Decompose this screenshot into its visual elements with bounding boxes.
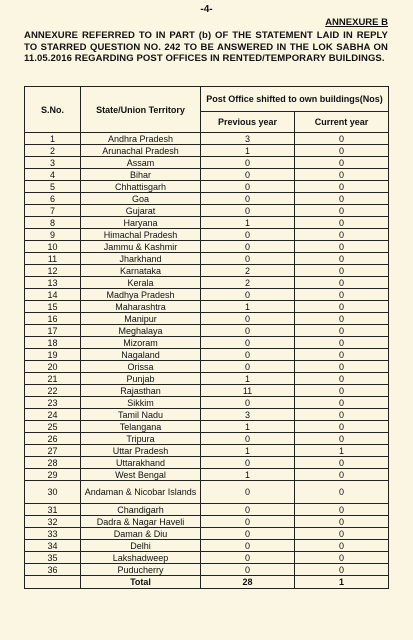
current-year-cell: 0 [295,457,389,469]
current-year-cell: 0 [295,133,389,145]
header-sno: S.No. [25,87,81,133]
current-year-cell: 0 [295,229,389,241]
previous-year-cell: 0 [201,433,295,445]
state-cell: Chandigarh [81,504,201,516]
current-year-cell: 0 [295,217,389,229]
table-row [25,528,389,540]
current-year-cell: 0 [295,528,389,540]
sno-cell: 23 [25,397,81,409]
state-cell: Delhi [81,540,201,552]
sno-cell: 22 [25,385,81,397]
table-row [25,133,389,145]
table-row [25,229,389,241]
total-current-year: 1 [295,576,389,589]
previous-year-cell: 0 [201,313,295,325]
current-year-cell: 0 [295,205,389,217]
current-year-cell: 0 [295,193,389,205]
sno-cell: 7 [25,205,81,217]
current-year-cell: 0 [295,397,389,409]
sno-cell: 20 [25,361,81,373]
current-year-cell: 0 [295,516,389,528]
sno-cell: 8 [25,217,81,229]
document-heading: ANNEXURE REFERRED TO IN PART (b) OF THE STATEMENT LAID IN REPLY TO STARRED QUESTION NO. 242 TO BE ANSWERED IN THE LOK SABHA ON 11.05.2016 REGARDING POST OFFICES IN RENTED/TEMPORARY BUILDINGS. [24,30,388,65]
current-year-cell: 0 [295,241,389,253]
previous-year-cell: 0 [201,253,295,265]
state-cell: Orissa [81,361,201,373]
previous-year-cell: 0 [201,457,295,469]
table-row [25,169,389,181]
state-cell: Nagaland [81,349,201,361]
current-year-cell: 0 [295,265,389,277]
state-cell: Bihar [81,169,201,181]
previous-year-cell: 0 [201,229,295,241]
current-year-cell: 0 [295,325,389,337]
previous-year-cell: 1 [201,445,295,457]
state-cell: Uttarakhand [81,457,201,469]
state-cell: Jammu & Kashmir [81,241,201,253]
table-row [25,433,389,445]
header-group: Post Office shifted to own buildings(Nos) [201,87,389,112]
previous-year-cell: 0 [201,289,295,301]
previous-year-cell: 0 [201,169,295,181]
previous-year-cell: 1 [201,145,295,157]
table-row [25,385,389,397]
previous-year-cell: 0 [201,337,295,349]
current-year-cell: 0 [295,277,389,289]
previous-year-cell: 0 [201,540,295,552]
state-cell: Madhya Pradesh [81,289,201,301]
state-cell: Tamil Nadu [81,409,201,421]
previous-year-cell: 2 [201,265,295,277]
current-year-cell: 1 [295,445,389,457]
state-cell: West Bengal [81,469,201,481]
table-row [25,277,389,289]
current-year-cell: 0 [295,481,389,504]
table-row [25,457,389,469]
sno-cell: 11 [25,253,81,265]
current-year-cell: 0 [295,469,389,481]
sno-cell: 16 [25,313,81,325]
table-row [25,349,389,361]
state-cell: Punjab [81,373,201,385]
state-cell: Andhra Pradesh [81,133,201,145]
table-row [25,397,389,409]
current-year-cell: 0 [295,301,389,313]
previous-year-cell: 0 [201,504,295,516]
table-row [25,516,389,528]
previous-year-cell: 0 [201,397,295,409]
state-cell: Manipur [81,313,201,325]
state-cell: Chhattisgarh [81,181,201,193]
state-cell: Kerala [81,277,201,289]
current-year-cell: 0 [295,504,389,516]
state-cell: Jharkhand [81,253,201,265]
current-year-cell: 0 [295,409,389,421]
table-row [25,540,389,552]
previous-year-cell: 0 [201,481,295,504]
state-cell: Tripura [81,433,201,445]
current-year-cell: 0 [295,313,389,325]
table-row [25,564,389,576]
current-year-cell: 0 [295,253,389,265]
sno-cell: 36 [25,564,81,576]
current-year-cell: 0 [295,145,389,157]
table-row [25,361,389,373]
table-row [25,145,389,157]
state-cell: Gujarat [81,205,201,217]
current-year-cell: 0 [295,361,389,373]
current-year-cell: 0 [295,552,389,564]
table-row [25,301,389,313]
table-row [25,181,389,193]
state-cell: Maharashtra [81,301,201,313]
state-cell: Puducherry [81,564,201,576]
current-year-cell: 0 [295,540,389,552]
previous-year-cell: 1 [201,217,295,229]
state-cell: Himachal Pradesh [81,229,201,241]
total-label: Total [81,576,201,589]
current-year-cell: 0 [295,349,389,361]
table-row [25,469,389,481]
previous-year-cell: 1 [201,469,295,481]
previous-year-cell: 0 [201,241,295,253]
header-state: State/Union Territory [81,87,201,133]
sno-cell: 1 [25,133,81,145]
table-row [25,445,389,457]
sno-cell: 31 [25,504,81,516]
state-cell: Meghalaya [81,325,201,337]
table-row [25,373,389,385]
previous-year-cell: 3 [201,133,295,145]
sno-cell: 35 [25,552,81,564]
page-number: -4- [200,4,213,15]
previous-year-cell: 0 [201,564,295,576]
state-cell: Mizoram [81,337,201,349]
current-year-cell: 0 [295,385,389,397]
total-previous-year: 28 [201,576,295,589]
sno-cell: 14 [25,289,81,301]
previous-year-cell: 0 [201,193,295,205]
sno-cell: 32 [25,516,81,528]
previous-year-cell: 0 [201,205,295,217]
sno-cell: 13 [25,277,81,289]
previous-year-cell: 3 [201,409,295,421]
state-cell: Sikkim [81,397,201,409]
table-row [25,157,389,169]
sno-cell: 33 [25,528,81,540]
previous-year-cell: 0 [201,552,295,564]
sno-cell: 27 [25,445,81,457]
previous-year-cell: 1 [201,301,295,313]
table-row [25,289,389,301]
table-body [25,133,389,576]
sno-cell: 5 [25,181,81,193]
previous-year-cell: 0 [201,325,295,337]
current-year-cell: 0 [295,433,389,445]
previous-year-cell: 2 [201,277,295,289]
sno-cell: 6 [25,193,81,205]
previous-year-cell: 11 [201,385,295,397]
sno-cell: 3 [25,157,81,169]
table-row [25,337,389,349]
sno-cell: 19 [25,349,81,361]
current-year-cell: 0 [295,181,389,193]
previous-year-cell: 1 [201,421,295,433]
total-sno-cell [25,576,81,589]
table-row [25,241,389,253]
sno-cell: 4 [25,169,81,181]
state-cell: Dadra & Nagar Haveli [81,516,201,528]
sno-cell: 25 [25,421,81,433]
state-cell: Uttar Pradesh [81,445,201,457]
table-row [25,481,389,504]
sno-cell: 18 [25,337,81,349]
previous-year-cell: 0 [201,181,295,193]
table-row [25,325,389,337]
state-cell: Lakshadweep [81,552,201,564]
table-row [25,265,389,277]
state-cell: Assam [81,157,201,169]
table-row [25,193,389,205]
previous-year-cell: 0 [201,528,295,540]
table-row [25,421,389,433]
current-year-cell: 0 [295,157,389,169]
previous-year-cell: 0 [201,157,295,169]
table-row [25,217,389,229]
table-row [25,409,389,421]
current-year-cell: 0 [295,421,389,433]
state-cell: Telangana [81,421,201,433]
sno-cell: 21 [25,373,81,385]
table-row [25,504,389,516]
current-year-cell: 0 [295,169,389,181]
sno-cell: 28 [25,457,81,469]
post-office-table [24,86,389,589]
previous-year-cell: 0 [201,361,295,373]
state-cell: Rajasthan [81,385,201,397]
previous-year-cell: 0 [201,516,295,528]
sno-cell: 10 [25,241,81,253]
annexure-label: ANNEXURE B [325,17,388,28]
table-row [25,313,389,325]
sno-cell: 17 [25,325,81,337]
table-row [25,205,389,217]
sno-cell: 34 [25,540,81,552]
state-cell: Daman & Diu [81,528,201,540]
sno-cell: 12 [25,265,81,277]
previous-year-cell: 1 [201,373,295,385]
sno-cell: 30 [25,481,81,504]
sno-cell: 29 [25,469,81,481]
state-cell: Haryana [81,217,201,229]
current-year-cell: 0 [295,337,389,349]
sno-cell: 15 [25,301,81,313]
state-cell: Karnataka [81,265,201,277]
state-cell: Arunachal Pradesh [81,145,201,157]
current-year-cell: 0 [295,564,389,576]
sno-cell: 24 [25,409,81,421]
current-year-cell: 0 [295,373,389,385]
header-previous-year: Previous year [201,112,295,133]
header-current-year: Current year [295,112,389,133]
table-row [25,552,389,564]
sno-cell: 26 [25,433,81,445]
sno-cell: 9 [25,229,81,241]
table-row [25,253,389,265]
sno-cell: 2 [25,145,81,157]
previous-year-cell: 0 [201,349,295,361]
state-cell: Andaman & Nicobar Islands [81,481,201,504]
total-row [25,576,389,589]
current-year-cell: 0 [295,289,389,301]
state-cell: Goa [81,193,201,205]
